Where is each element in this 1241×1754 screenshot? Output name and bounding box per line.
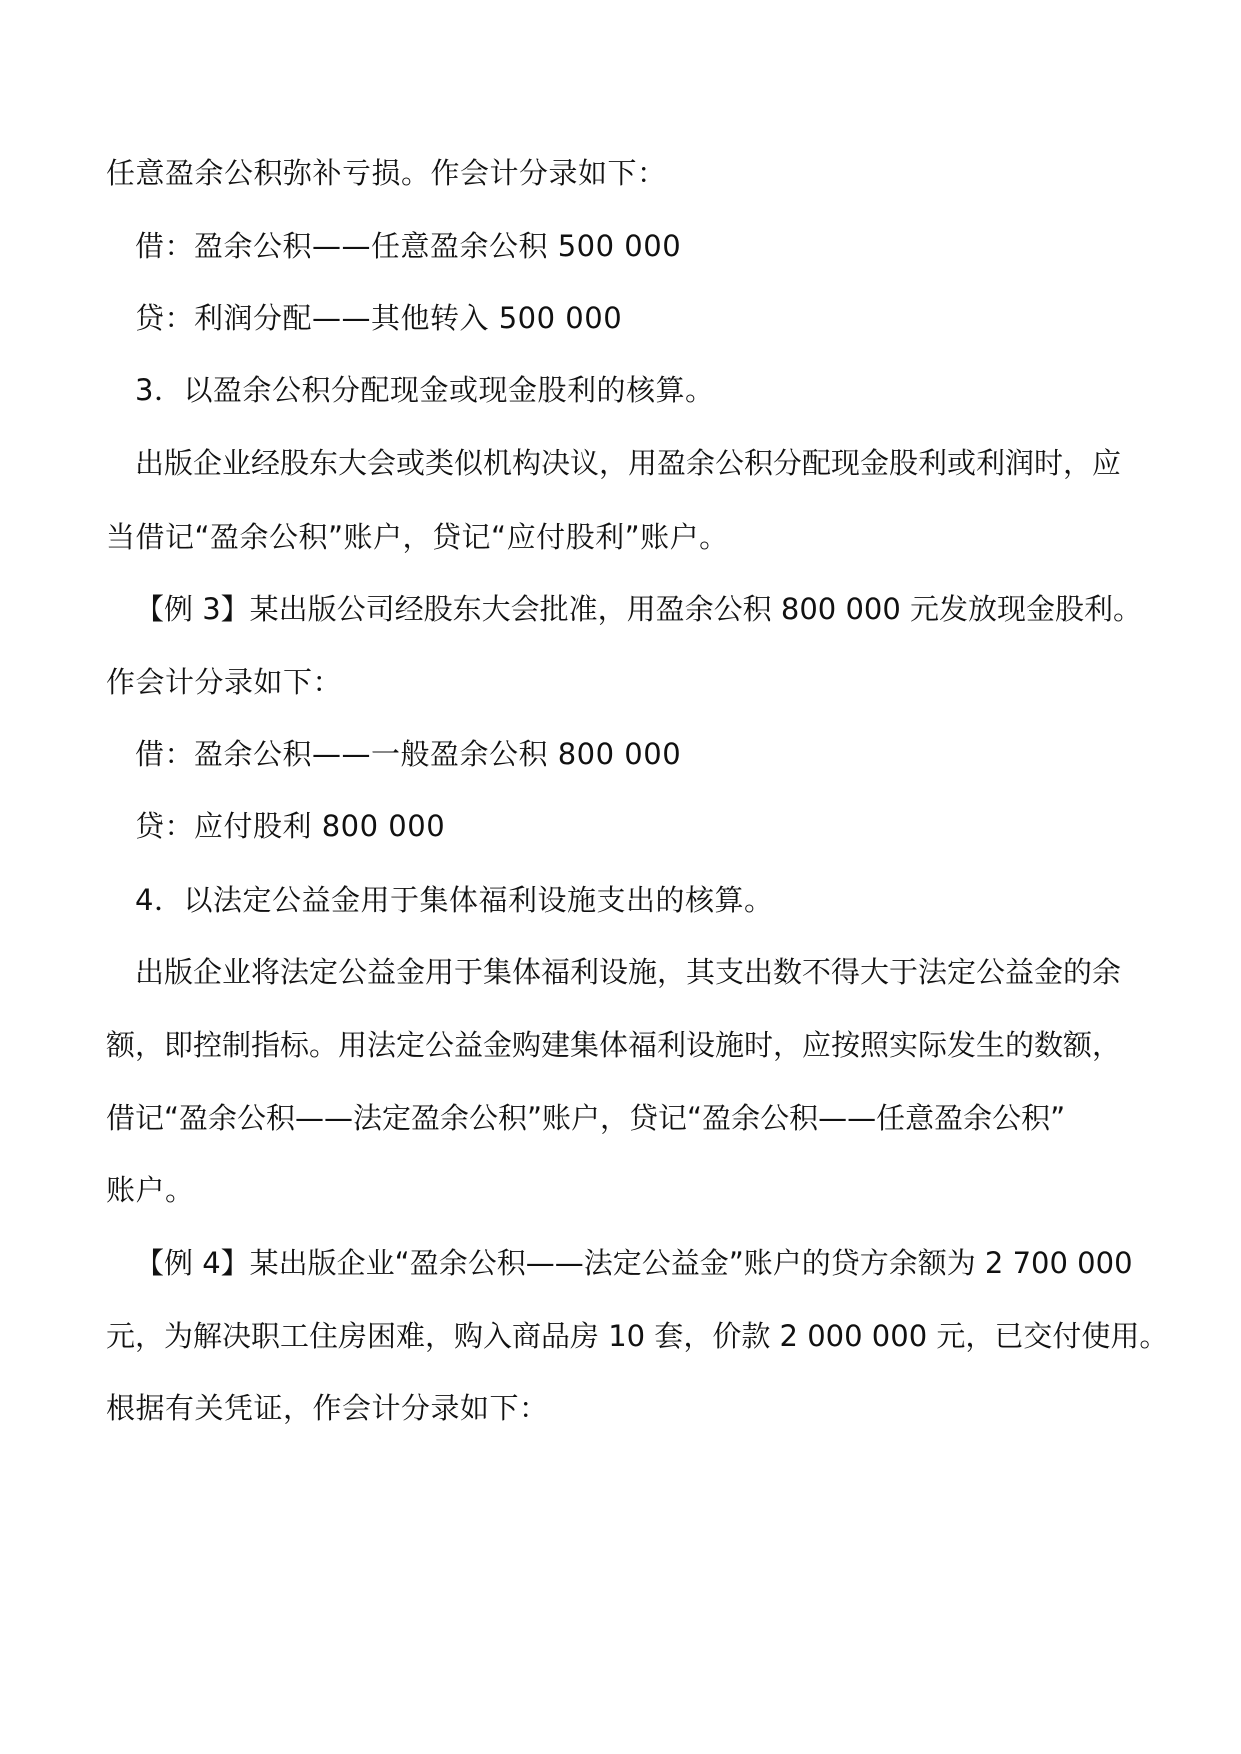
journal-entry-debit: 借：盈余公积——任意盈余公积 500 000 bbox=[135, 229, 682, 263]
text-line: 元，为解决职工住房困难，购入商品房 10 套，价款 2 000 000 元，已交付使用。 bbox=[106, 1319, 1169, 1353]
journal-entry-credit: 贷：利润分配——其他转入 500 000 bbox=[135, 301, 623, 335]
section-heading: 3．以盈余公积分配现金或现金股利的核算。 bbox=[135, 373, 715, 407]
text-line: 任意盈余公积弥补亏损。作会计分录如下： bbox=[106, 156, 667, 190]
text-line: 出版企业经股东大会或类似机构决议，用盈余公积分配现金股利或利润时，应 bbox=[135, 446, 1122, 480]
text-line: 出版企业将法定公益金用于集体福利设施，其支出数不得大于法定公益金的余 bbox=[135, 955, 1122, 989]
text-line: 作会计分录如下： bbox=[106, 665, 343, 699]
text-line: 借记“盈余公积——法定盈余公积”账户，贷记“盈余公积——任意盈余公积” bbox=[106, 1101, 1066, 1135]
text-line: 根据有关凭证，作会计分录如下： bbox=[106, 1391, 549, 1425]
example-line: 【例 3】某出版公司经股东大会批准，用盈余公积 800 000 元发放现金股利。 bbox=[135, 592, 1143, 626]
text-line: 当借记“盈余公积”账户，贷记“应付股利”账户。 bbox=[106, 520, 729, 554]
journal-entry-credit: 贷：应付股利 800 000 bbox=[135, 809, 446, 843]
example-line: 【例 4】某出版企业“盈余公积——法定公益金”账户的贷方余额为 2 700 000 bbox=[135, 1246, 1133, 1280]
text-line: 账户。 bbox=[106, 1173, 195, 1207]
text-line: 额，即控制指标。用法定公益金购建集体福利设施时，应按照实际发生的数额， bbox=[106, 1028, 1122, 1062]
section-heading: 4．以法定公益金用于集体福利设施支出的核算。 bbox=[135, 883, 774, 917]
journal-entry-debit: 借：盈余公积——一般盈余公积 800 000 bbox=[135, 737, 682, 771]
